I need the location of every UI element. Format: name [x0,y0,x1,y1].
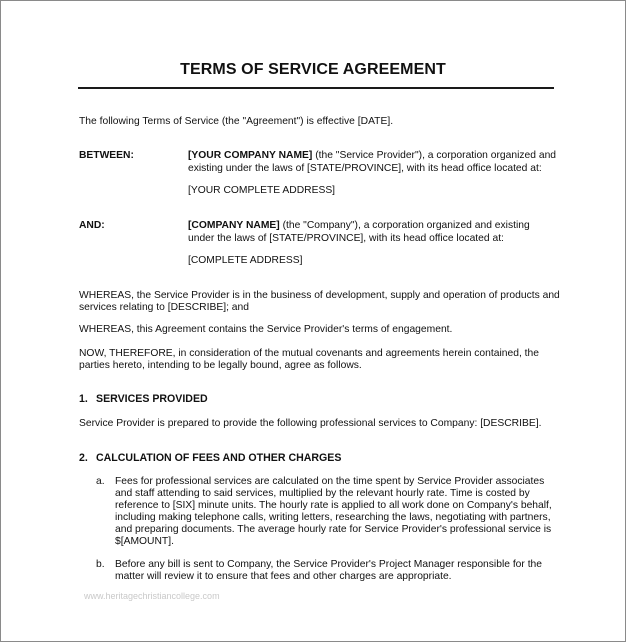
whereas-1-line-1: WHEREAS, the Service Provider is in the business of development, supply and operation of products and [79,290,560,301]
now-therefore-line-2: parties hereto, intending to be legally bound, agree as follows. [79,360,362,371]
item-b-line: Before any bill is sent to Company, the Service Provider's Project Manager responsible for the [115,559,543,570]
and-line-1 [188,220,530,233]
between-address: [YOUR COMPLETE ADDRESS] [188,185,336,196]
section-1-number: 1. [79,393,88,405]
item-a-marker: a. [96,476,105,487]
between-line-1 [188,150,556,163]
item-a-line: including making telephone calls, writing letters, researching the laws, negotiating with partners, [115,512,551,523]
and-address: [COMPLETE ADDRESS] [188,255,303,266]
and-line-1-rest: (the "Company"), a corporation organized and existing [279,220,530,231]
section-1-body: Service Provider is prepared to provide the following professional services to Company: [DESCRIBE]. [79,418,542,429]
item-a-line: $[AMOUNT]. [115,536,174,547]
intro-paragraph: The following Terms of Service (the "Agreement") is effective [DATE]. [79,116,394,127]
and-line-2: under the laws of [STATE/PROVINCE], with its head office located at: [188,233,504,244]
item-a-line: Fees for professional services are calculated on the time spent by Service Provider associates [115,476,545,487]
title-underline [78,87,554,89]
now-therefore-line-1: NOW, THEREFORE, in consideration of the mutual covenants and agreements herein contained, the [79,348,539,359]
between-line-2: existing under the laws of [STATE/PROVINCE], with its head office located at: [188,163,542,174]
and-label: AND: [79,220,105,231]
and-party-name: [COMPANY NAME] [188,220,280,231]
item-a-line: and staff attending to said services, multiplied by the relevant hourly rate. Time is costed by [115,488,530,499]
between-party-name: [YOUR COMPANY NAME] [188,150,313,161]
section-2-number: 2. [79,452,88,464]
section-2-heading: CALCULATION OF FEES AND OTHER CHARGES [96,452,342,464]
whereas-1-line-2: services relating to [DESCRIBE]; and [79,302,249,313]
section-1-heading: SERVICES PROVIDED [96,393,208,405]
item-b-marker: b. [96,559,105,570]
between-label: BETWEEN: [79,150,134,161]
whereas-2: WHEREAS, this Agreement contains the Service Provider's terms of engagement. [79,324,453,335]
document-title: TERMS OF SERVICE AGREEMENT [180,61,446,78]
item-a-line: reference to [SIX] minute units. The hourly rate is applied to all work done on Company's behalf, [115,500,552,511]
between-line-1-rest: (the "Service Provider"), a corporation organized and [312,150,557,161]
item-a-line: and preparing documents. The average hourly rate for Service Provider's professional service is [115,524,552,535]
item-b-line: matter will review it to ensure that fees and other charges are appropriate. [115,571,452,582]
watermark-text: www.heritagechristiancollege.com [84,591,220,601]
